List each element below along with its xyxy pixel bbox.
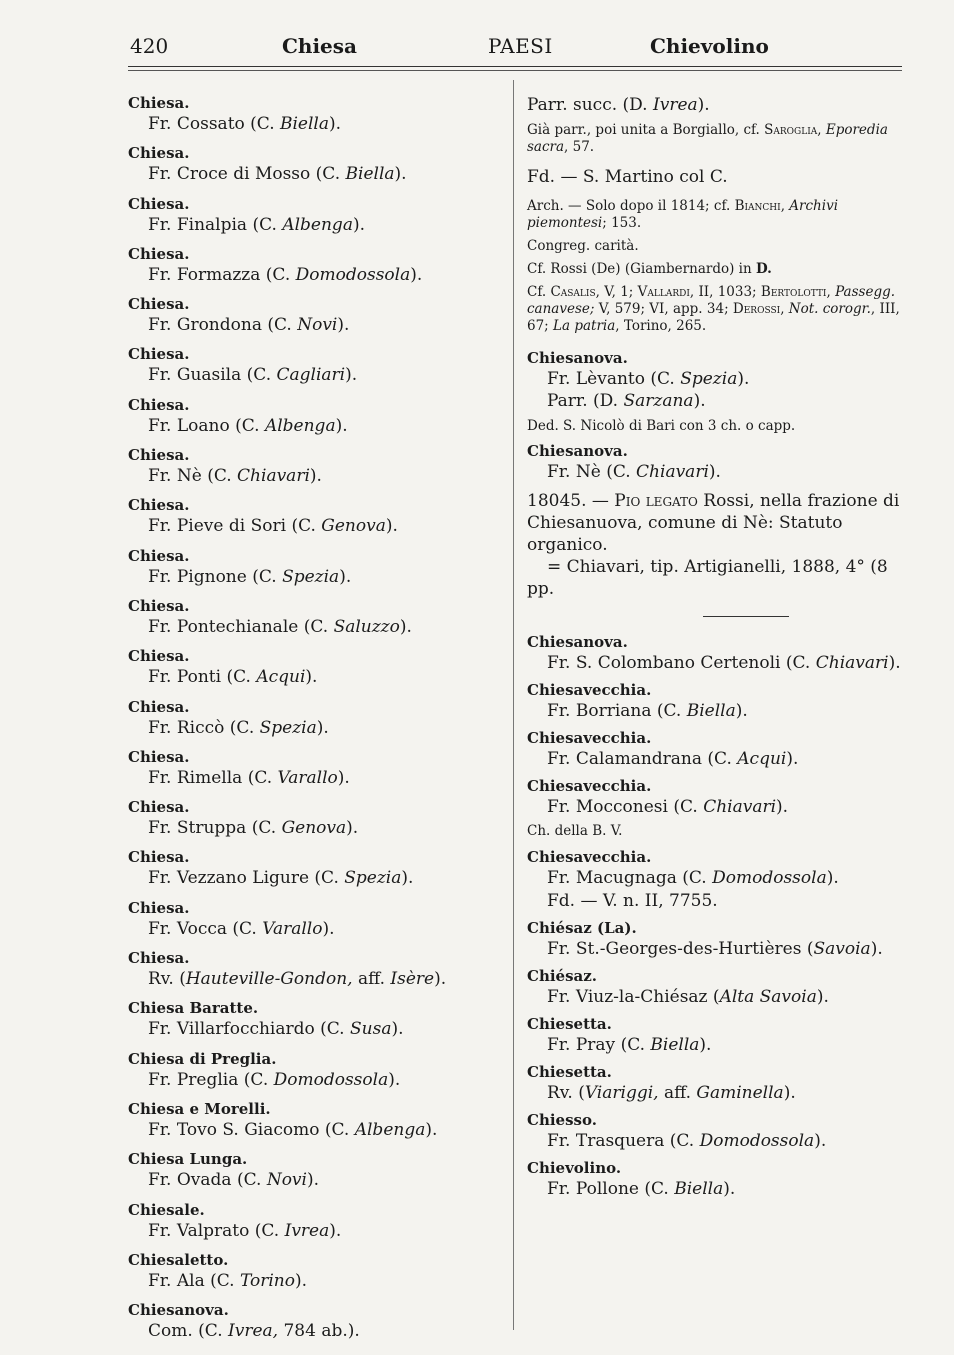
- section-divider: [703, 616, 789, 617]
- left-column: [128, 94, 503, 1351]
- entry-name: Chiesaletto.: [128, 1250, 229, 1269]
- entry-name: Chiesa.: [128, 596, 190, 615]
- entry-location: Fr. Ponti (C. Acqui).: [148, 667, 318, 688]
- bibliography-publication: = Chiavari, tip. Artigianelli, 1888, 4° (8 pp.: [527, 557, 888, 599]
- right-column: [527, 94, 905, 1207]
- entry-name: Chiesa.: [128, 295, 190, 314]
- entry-location: Com. (C. Ivrea, 784 ab.).: [148, 1321, 360, 1342]
- gazetteer-entry: [527, 729, 905, 770]
- parish-line: Parr. succ. (D. Ivrea).: [527, 95, 710, 115]
- gazetteer-entry: [128, 1100, 503, 1141]
- gazetteer-entry: [128, 1201, 503, 1242]
- gazetteer-entry: [128, 94, 503, 135]
- entry-location: Fr. Ovada (C. Novi).: [148, 1170, 320, 1191]
- gazetteer-entry: [128, 949, 503, 990]
- entry-location: Fr. Calamandrana (C. Acqui).: [547, 749, 799, 769]
- entry-name: Chiesa.: [128, 798, 190, 817]
- gazetteer-entry: [128, 396, 503, 437]
- gazetteer-entry: [128, 848, 503, 889]
- entry-name: Chievolino.: [527, 1159, 622, 1177]
- entry-location: Fr. Ala (C. Torino).: [148, 1270, 308, 1291]
- entry-location: Fr. Formazza (C. Domodossola).: [148, 264, 423, 285]
- entry-name: Chiesa.: [128, 194, 190, 213]
- note-congreg: Congreg. carità.: [527, 238, 639, 254]
- page-number: 420: [130, 34, 169, 58]
- gazetteer-entry: [527, 848, 905, 889]
- entry-location: Fr. Valprato (C. Ivrea).: [148, 1220, 342, 1241]
- entry-location: Rv. (Viariggi, aff. Gaminella).: [547, 1083, 796, 1103]
- entry-name: Chiesa.: [128, 546, 190, 565]
- entry-name: Chiesavecchia.: [527, 729, 652, 747]
- entry-location: Fr. Finalpia (C. Albenga).: [148, 214, 365, 235]
- gazetteer-entry: [128, 748, 503, 789]
- header-first-entry: Chiesa: [282, 34, 357, 58]
- entry-name: Chiesa Baratte.: [128, 999, 259, 1018]
- gazetteer-entry: [527, 1015, 905, 1056]
- entry-location: Fr. Viuz-la-Chiésaz (Alta Savoia).: [547, 987, 829, 1007]
- gazetteer-entry: [128, 547, 503, 588]
- entry-location: Fr. Pollone (C. Biella).: [547, 1179, 736, 1199]
- entry-name: Chiesa e Morelli.: [128, 1099, 271, 1118]
- gazetteer-entry: [527, 1159, 905, 1200]
- bibliography-entry: 18045. — Pio legato Rossi, nella frazione di Chiesanuova, comune di Nè: Statuto organico.: [527, 491, 900, 555]
- entry-name: Chiesa.: [128, 244, 190, 263]
- note-borgiallo: Già parr., poi unita a Borgiallo, cf. Saroglia, Eporedia sacra, 57.: [527, 122, 888, 155]
- gazetteer-entry: [128, 1150, 503, 1191]
- entry-location: Rv. (Hauteville-Gondon, aff. Isère).: [148, 969, 447, 990]
- entry-name: Chiesa.: [128, 747, 190, 766]
- entry-name: Chiesa di Preglia.: [128, 1049, 277, 1068]
- gazetteer-entry: [128, 597, 503, 638]
- header-rule: [128, 66, 902, 67]
- note-references: Cf. Casalis, V, 1; Vallardi, II, 1033; Bertolotti, Passegg. canavese; V, 579; VI, app. 34; Derossi, Not. corogr., III, 67; La patria, Torino, 265.: [527, 284, 900, 334]
- gazetteer-entry: [128, 496, 503, 537]
- entry-location: Fr. Mocconesi (C. Chiavari).: [547, 797, 789, 817]
- entry-name: Chiesavecchia.: [527, 777, 652, 795]
- gazetteer-entry: [128, 798, 503, 839]
- right-entry-list: [527, 633, 905, 818]
- gazetteer-entry: [527, 1111, 905, 1152]
- gazetteer-entry: [128, 245, 503, 286]
- entry-name: Chiesa.: [128, 94, 190, 112]
- entry-name: Chiesa Lunga.: [128, 1150, 248, 1169]
- entry-location: Fr. Struppa (C. Genova).: [148, 818, 359, 839]
- gazetteer-entry: [128, 1050, 503, 1091]
- entry-name: Chiesa.: [128, 395, 190, 414]
- note-archive: Arch. — Solo dopo il 1814; cf. Bianchi, Archivi piemontesi; 153.: [527, 198, 839, 231]
- entry-location: Fr. Loano (C. Albenga).: [148, 415, 348, 436]
- header-rule-thin: [128, 70, 902, 71]
- gazetteer-entry: [527, 633, 905, 674]
- gazetteer-entry: [527, 919, 905, 960]
- gazetteer-entry: [527, 777, 905, 818]
- entry-location: Fr. Borriana (C. Biella).: [547, 701, 748, 721]
- entry-location: Fr. St.-Georges-des-Hurtières (Savoia).: [547, 939, 883, 959]
- entry-location: Fr. Villarfocchiardo (C. Susa).: [148, 1019, 404, 1040]
- entry-name: Chiésaz (La).: [527, 919, 637, 937]
- gazetteer-entry: [128, 698, 503, 739]
- entry-location: Fr. Pray (C. Biella).: [547, 1035, 712, 1055]
- gazetteer-entry: [527, 681, 905, 722]
- gazetteer-entry: [128, 295, 503, 336]
- gazetteer-entry: [128, 647, 503, 688]
- entry-location: Fr. Pignone (C. Spezia).: [148, 566, 352, 587]
- entry-location: Fr. Trasquera (C. Domodossola).: [547, 1131, 827, 1151]
- gazetteer-entry: [128, 144, 503, 185]
- entry-chiesanova-ne: Chiesanova. Fr. Nè (C. Chiavari).: [527, 442, 721, 482]
- entry-location: Fr. Vezzano Ligure (C. Spezia).: [148, 868, 414, 889]
- entry-location: Fr. Rimella (C. Varallo).: [148, 767, 350, 788]
- page-header: [130, 34, 902, 64]
- entry-name: Chiesetta.: [527, 1015, 612, 1033]
- entry-name: Chiesa.: [128, 697, 190, 716]
- entry-name: Chiesa.: [128, 949, 190, 968]
- entry-location: Fr. S. Colombano Certenoli (C. Chiavari).: [547, 653, 901, 673]
- gazetteer-entry: [527, 967, 905, 1008]
- entry-name: Chiesale.: [128, 1200, 205, 1219]
- entry-name: Chiesa.: [128, 898, 190, 917]
- entry-location: Fr. Riccò (C. Spezia).: [148, 717, 329, 738]
- entry-location: Fr. Cossato (C. Biella).: [148, 114, 342, 134]
- entry-name: Chiesanova.: [527, 633, 628, 651]
- gazetteer-entry: [128, 195, 503, 236]
- gazetteer-entry: [128, 999, 503, 1040]
- entry-location: Fr. Grondona (C. Novi).: [148, 315, 350, 336]
- note-chbv: Ch. della B. V.: [527, 823, 623, 839]
- feast-line: Fd. — S. Martino col C.: [527, 167, 728, 187]
- entry-name: Chiesa.: [128, 848, 190, 867]
- gazetteer-entry: [128, 1251, 503, 1292]
- entry-location: Fr. Macugnaga (C. Domodossola).: [547, 868, 839, 888]
- right-entry-list-2: [527, 848, 905, 889]
- entry-location: Fr. Croce di Mosso (C. Biella).: [148, 164, 407, 185]
- header-section: PAESI: [488, 34, 553, 58]
- entry-name: Chiesso.: [527, 1111, 597, 1129]
- entry-name: Chiesa.: [128, 496, 190, 515]
- entry-name: Chiésaz.: [527, 967, 597, 985]
- entry-name: Chiesa.: [128, 144, 190, 163]
- entry-location: Fr. Nè (C. Chiavari).: [148, 466, 322, 487]
- entry-name: Chiesa.: [128, 446, 190, 465]
- entry-location: Fr. Tovo S. Giacomo (C. Albenga).: [148, 1119, 438, 1140]
- entry-chiesanova-levanto: Chiesanova. Fr. Lèvanto (C. Spezia). Parr. (D. Sarzana). Ded. S. Nicolò di Bari con 3 ch. o capp.: [527, 349, 796, 434]
- gazetteer-entry: [128, 899, 503, 940]
- entry-location: Fr. Pontechianale (C. Saluzzo).: [148, 616, 412, 637]
- header-last-entry: Chievolino: [650, 34, 769, 58]
- entry-name: Chiesetta.: [527, 1063, 612, 1081]
- entry-name: Chiesavecchia.: [527, 848, 652, 866]
- entry-location: Fr. Preglia (C. Domodossola).: [148, 1069, 401, 1090]
- entry-location: Fr. Vocca (C. Varallo).: [148, 918, 335, 939]
- entry-location: Fr. Pieve di Sori (C. Genova).: [148, 516, 398, 537]
- gazetteer-entry: [128, 1301, 503, 1342]
- entry-name: Chiesa.: [128, 647, 190, 666]
- entry-name: Chiesanova.: [128, 1301, 229, 1320]
- gazetteer-entry: [128, 345, 503, 386]
- right-entry-list-3: [527, 919, 905, 1200]
- gazetteer-entry: [128, 446, 503, 487]
- entry-name: Chiesa.: [128, 345, 190, 364]
- feast-line-vn: Fd. — V. n. II, 7755.: [547, 891, 718, 911]
- note-cf-rossi: Cf. Rossi (De) (Giambernardo) in D.: [527, 261, 772, 277]
- entry-location: Fr. Guasila (C. Cagliari).: [148, 365, 358, 386]
- column-divider: [513, 80, 514, 1330]
- gazetteer-entry: [527, 1063, 905, 1104]
- entry-name: Chiesavecchia.: [527, 681, 652, 699]
